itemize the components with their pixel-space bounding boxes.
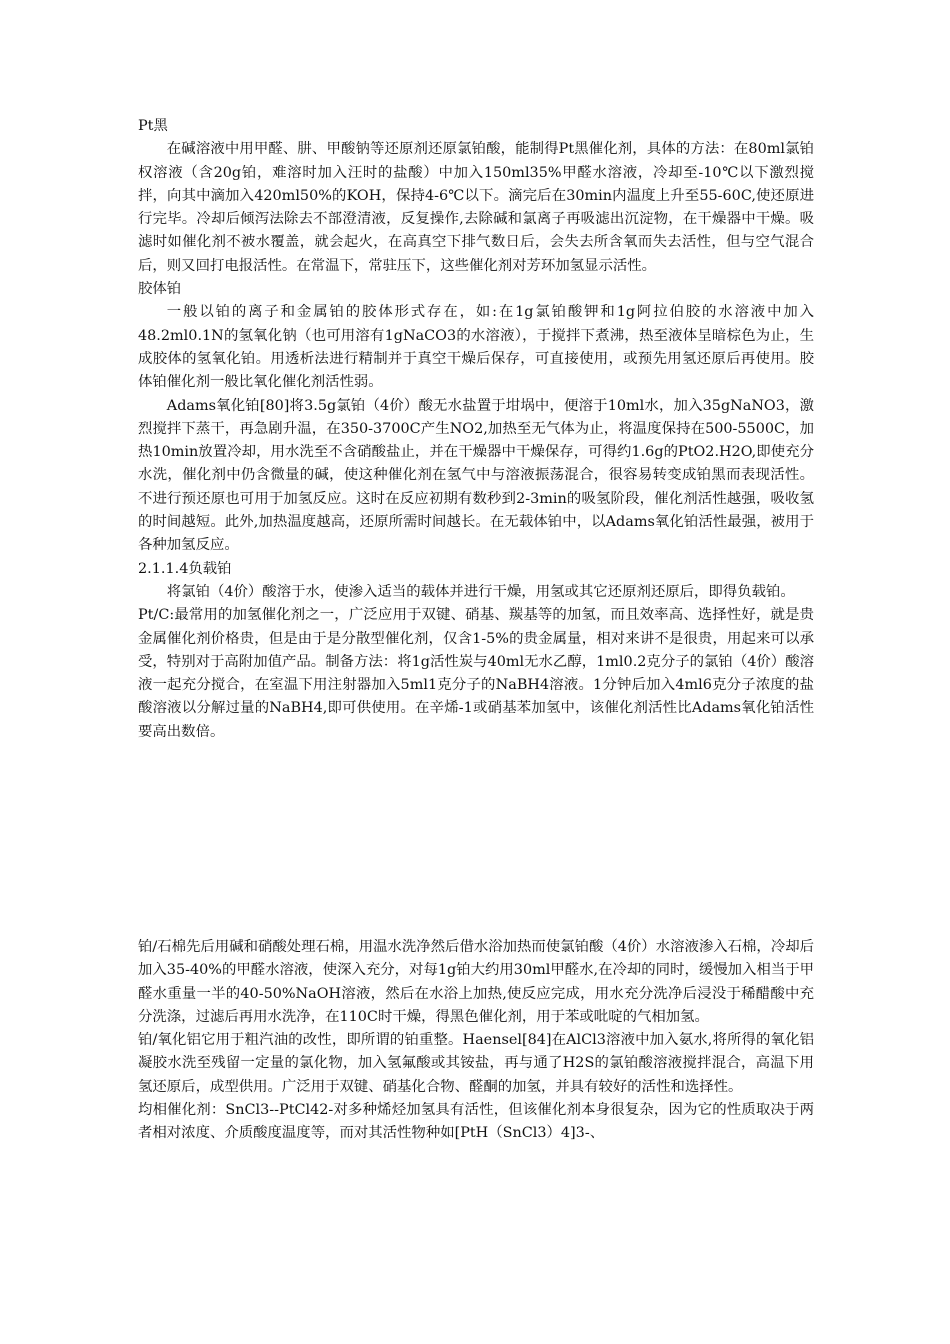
- paragraph-pt-black-method: 在碱溶液中用甲醛、肼、甲酸钠等还原剂还原氯铂酸，能制得Pt黑催化剂，具体的方法：在80ml氯铂权溶液（含20g铂，难溶时加入汪时的盐酸）中加入150ml35%甲醛水溶液，冷却至-10℃以下激烈搅拌，向其中滴加入420ml50%的KOH，保持4-6℃以下。滴完后在30min内温度上升至55-60C,使还原进行完毕。冷却后倾泻法除去不部澄清液，反复操作,去除碱和氯离子再吸滤出沉淀物，在干燥器中干燥。吸滤时如催化剂不被水覆盖，就会起火，在高真空下排气数日后，会失去所含氧而失去活性，但与空气混合后，则又回打电报活性。在常温下，常驻压下，这些催化剂对芳环加氢显示活性。: [138, 141, 814, 274]
- paragraph-adams-oxide: Adams氧化铂[80]将3.5g氯铂（4价）酸无水盐置于坩埚中，便溶于10ml水，加入35gNaNO3，激烈搅拌下蒸干，再急剧升温，在350-3700C产生NO2,加热至无气体为止，将温度保持在500-5500C，加热10min放置冷却，用水洗至不含硝酸盐止，并在干燥器中干燥保存，可得约1.6g的PtO2.H2O,即使充分水洗，催化剂中仍含微量的碱，使这种催化剂在氢气中与溶液振荡混合，很容易转变成铂黑而表现活性。不进行预还原也可用于加氢反应。这时在反应初期有数秒到2-3min的吸氢阶段，催化剂活性越强，吸收氢的时间越短。此外,加热温度越高，还原所需时间越长。在无载体铂中，以Adams氧化铂活性最强，被用于各种加氢反应。: [138, 397, 814, 554]
- section-heading-supported-pt: 2.1.1.4负载铂: [138, 560, 232, 577]
- paragraph-pt-asbestos: 铂/石棉先后用碱和硝酸处理石棉，用温水洗净然后借水浴加热而使氯铂酸（4价）水溶液渗入石棉，冷却后加入35-40%的甲醛水溶液，使深入充分，对每1g铂大约用30ml甲醛水,在冷却的同时，缓慢加入相当于甲醛水重量一半的40-50%NaOH溶液，然后在水浴上加热,使反应完成，用水充分洗净后浸没于稀醋酸中充分洗涤，过滤后再用水洗净，在110C时干燥，得黑色催化剂，用于苯或吡啶的气相加氢。: [138, 939, 814, 1025]
- section-heading-colloidal-pt: 胶体铂: [138, 281, 182, 298]
- paragraph-colloidal-pt: 一般以铂的离子和金属铂的胶体形式存在，如:在1g氯铂酸钾和1g阿拉伯胶的水溶液中加入48.2ml0.1N的氢氧化钠（也可用溶有1gNaCO3的水溶液），于搅拌下煮沸，热至液体呈暗棕色为止，生成胶体的氢氧化铂。用透析法进行精制并于真空干燥后保存，可直接使用，或预先用氢还原后再使用。胶体铂催化剂一般比氧化催化剂活性弱。: [138, 304, 814, 391]
- paragraph-homogeneous-catalyst: 均相催化剂：SnCl3--PtCl42-对多种烯烃加氢具有活性，但该催化剂本身很复杂，因为它的性质取决于两者相对浓度、介质酸度温度等，而对其活性物种如[PtH（SnCl3）4]3-、: [138, 1102, 814, 1142]
- paragraph-pt-alumina: 铂/氧化铝它用于粗汽油的改性，即所谓的铂重整。Haensel[84]在AlCl3溶液中加入氨水,将所得的氧化铝凝胶水洗至残留一定量的氯化物，加入氢氟酸或其铵盐，再与通了H2S的氯铂酸溶液搅拌混合，高温下用氢还原后，成型供用。广泛用于双键、硝基化合物、醛酮的加氢，并具有较好的活性和选择性。: [138, 1032, 814, 1095]
- text-block-upper: [138, 115, 814, 744]
- text-block-lower: [138, 936, 814, 1146]
- paragraph-supported-pt: 将氯铂（4价）酸溶于水，使渗入适当的载体并进行干燥，用氢或其它还原剂还原后，即得负载铂。: [166, 583, 795, 600]
- paragraph-pt-c: Pt/C:最常用的加氢催化剂之一，广泛应用于双键、硝基、羰基等的加氢，而且效率高、选择性好，就是贵金属催化剂价格贵，但是由于是分散型催化剂，仅含1-5%的贵金属量，相对来讲不是很贵，用起来可以承受，特别对于高附加值产品。制备方法：将1g活性炭与40ml无水乙醇，1ml0.2克分子的氯铂（4价）酸溶液一起充分搅合，在室温下用注射器加入5ml1克分子的NaBH4溶液。1分钟后加入4ml6克分子浓度的盐酸溶液以分解过量的NaBH4,即可供使用。在辛烯-1或硝基苯加氢中，该催化剂活性比Adams氧化铂活性要高出数倍。: [138, 607, 814, 740]
- section-heading-pt-black: Pt黑: [138, 118, 168, 134]
